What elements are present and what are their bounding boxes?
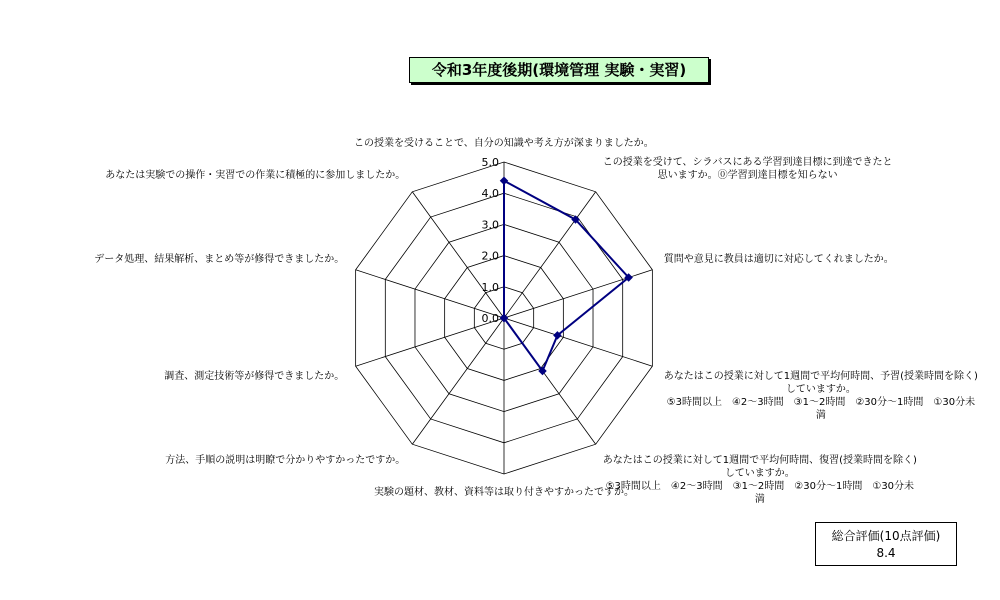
category-label-line: ⑤3時間以上 ④2～3時間 ③1～2時間 ②30分～1時間 ①30分未 bbox=[666, 396, 976, 408]
category-label-line: 思いますか。⓪学習到達目標を知らない bbox=[657, 170, 838, 182]
axis-spoke bbox=[356, 318, 504, 366]
tick-label: 0.0 bbox=[481, 312, 499, 325]
data-point bbox=[500, 176, 508, 184]
category-label-line: この授業を受けることで、自分の知識や考え方が深まりましたか。 bbox=[354, 138, 654, 149]
category-label bbox=[664, 370, 978, 422]
tick-label: 2.0 bbox=[481, 249, 499, 263]
category-label bbox=[354, 137, 654, 150]
tick-label: 4.0 bbox=[481, 187, 499, 201]
category-label bbox=[105, 169, 405, 182]
category-label-line: 方法、手順の説明は明瞭で分かりやすかったですか。 bbox=[165, 454, 406, 466]
category-label bbox=[664, 253, 894, 266]
category-label-line: あなたはこの授業に対して1週間で平均何時間、復習(授業時間を除く) bbox=[602, 454, 917, 466]
category-label-line: 満 bbox=[754, 493, 765, 505]
tick-label: 5.0 bbox=[481, 156, 499, 169]
axis-spoke bbox=[356, 270, 504, 318]
category-label-line: していますか。 bbox=[724, 467, 795, 479]
overall-score-box bbox=[815, 522, 957, 566]
category-label bbox=[603, 454, 917, 506]
overall-score-value: 8.4 bbox=[876, 546, 896, 560]
series-line bbox=[504, 181, 629, 371]
category-label-line: あなたは実験での操作・実習での作業に積極的に参加しましたか。 bbox=[105, 170, 406, 182]
category-label bbox=[94, 253, 344, 266]
category-label bbox=[165, 454, 405, 467]
tick-label: 3.0 bbox=[481, 218, 499, 232]
category-label-line: ⑤3時間以上 ④2～3時間 ③1～2時間 ②30分～1時間 ①30分未 bbox=[605, 480, 915, 492]
overall-score-label: 総合評価(10点評価) bbox=[831, 529, 941, 543]
category-label-line: 実験の題材、教材、資料等は取り付きやすかったですか。 bbox=[374, 487, 634, 498]
category-label bbox=[164, 370, 344, 383]
category-label-line: データ処理、結果解析、まとめ等が修得できましたか。 bbox=[94, 254, 345, 266]
category-label-line: 質問や意見に教員は適切に対応してくれましたか。 bbox=[663, 254, 894, 266]
category-label-line: 調査、測定技術等が修得できましたか。 bbox=[164, 370, 345, 382]
category-label-line: していますか。 bbox=[785, 383, 856, 395]
category-label bbox=[603, 156, 893, 182]
category-label bbox=[374, 486, 634, 499]
category-label-line: 満 bbox=[815, 409, 826, 421]
chart-title: 令和3年度後期(環境管理 実験・実習) bbox=[409, 57, 709, 83]
axis-spoke bbox=[412, 318, 504, 444]
category-label-line: この授業を受けて、シラバスにある学習到達目標に到達できたと bbox=[602, 157, 893, 169]
axis-spoke bbox=[504, 192, 596, 318]
category-label-line: あなたはこの授業に対して1週間で平均何時間、予習(授業時間を除く) bbox=[663, 370, 978, 382]
tick-label: 1.0 bbox=[481, 280, 499, 294]
axis-spoke bbox=[504, 318, 652, 366]
